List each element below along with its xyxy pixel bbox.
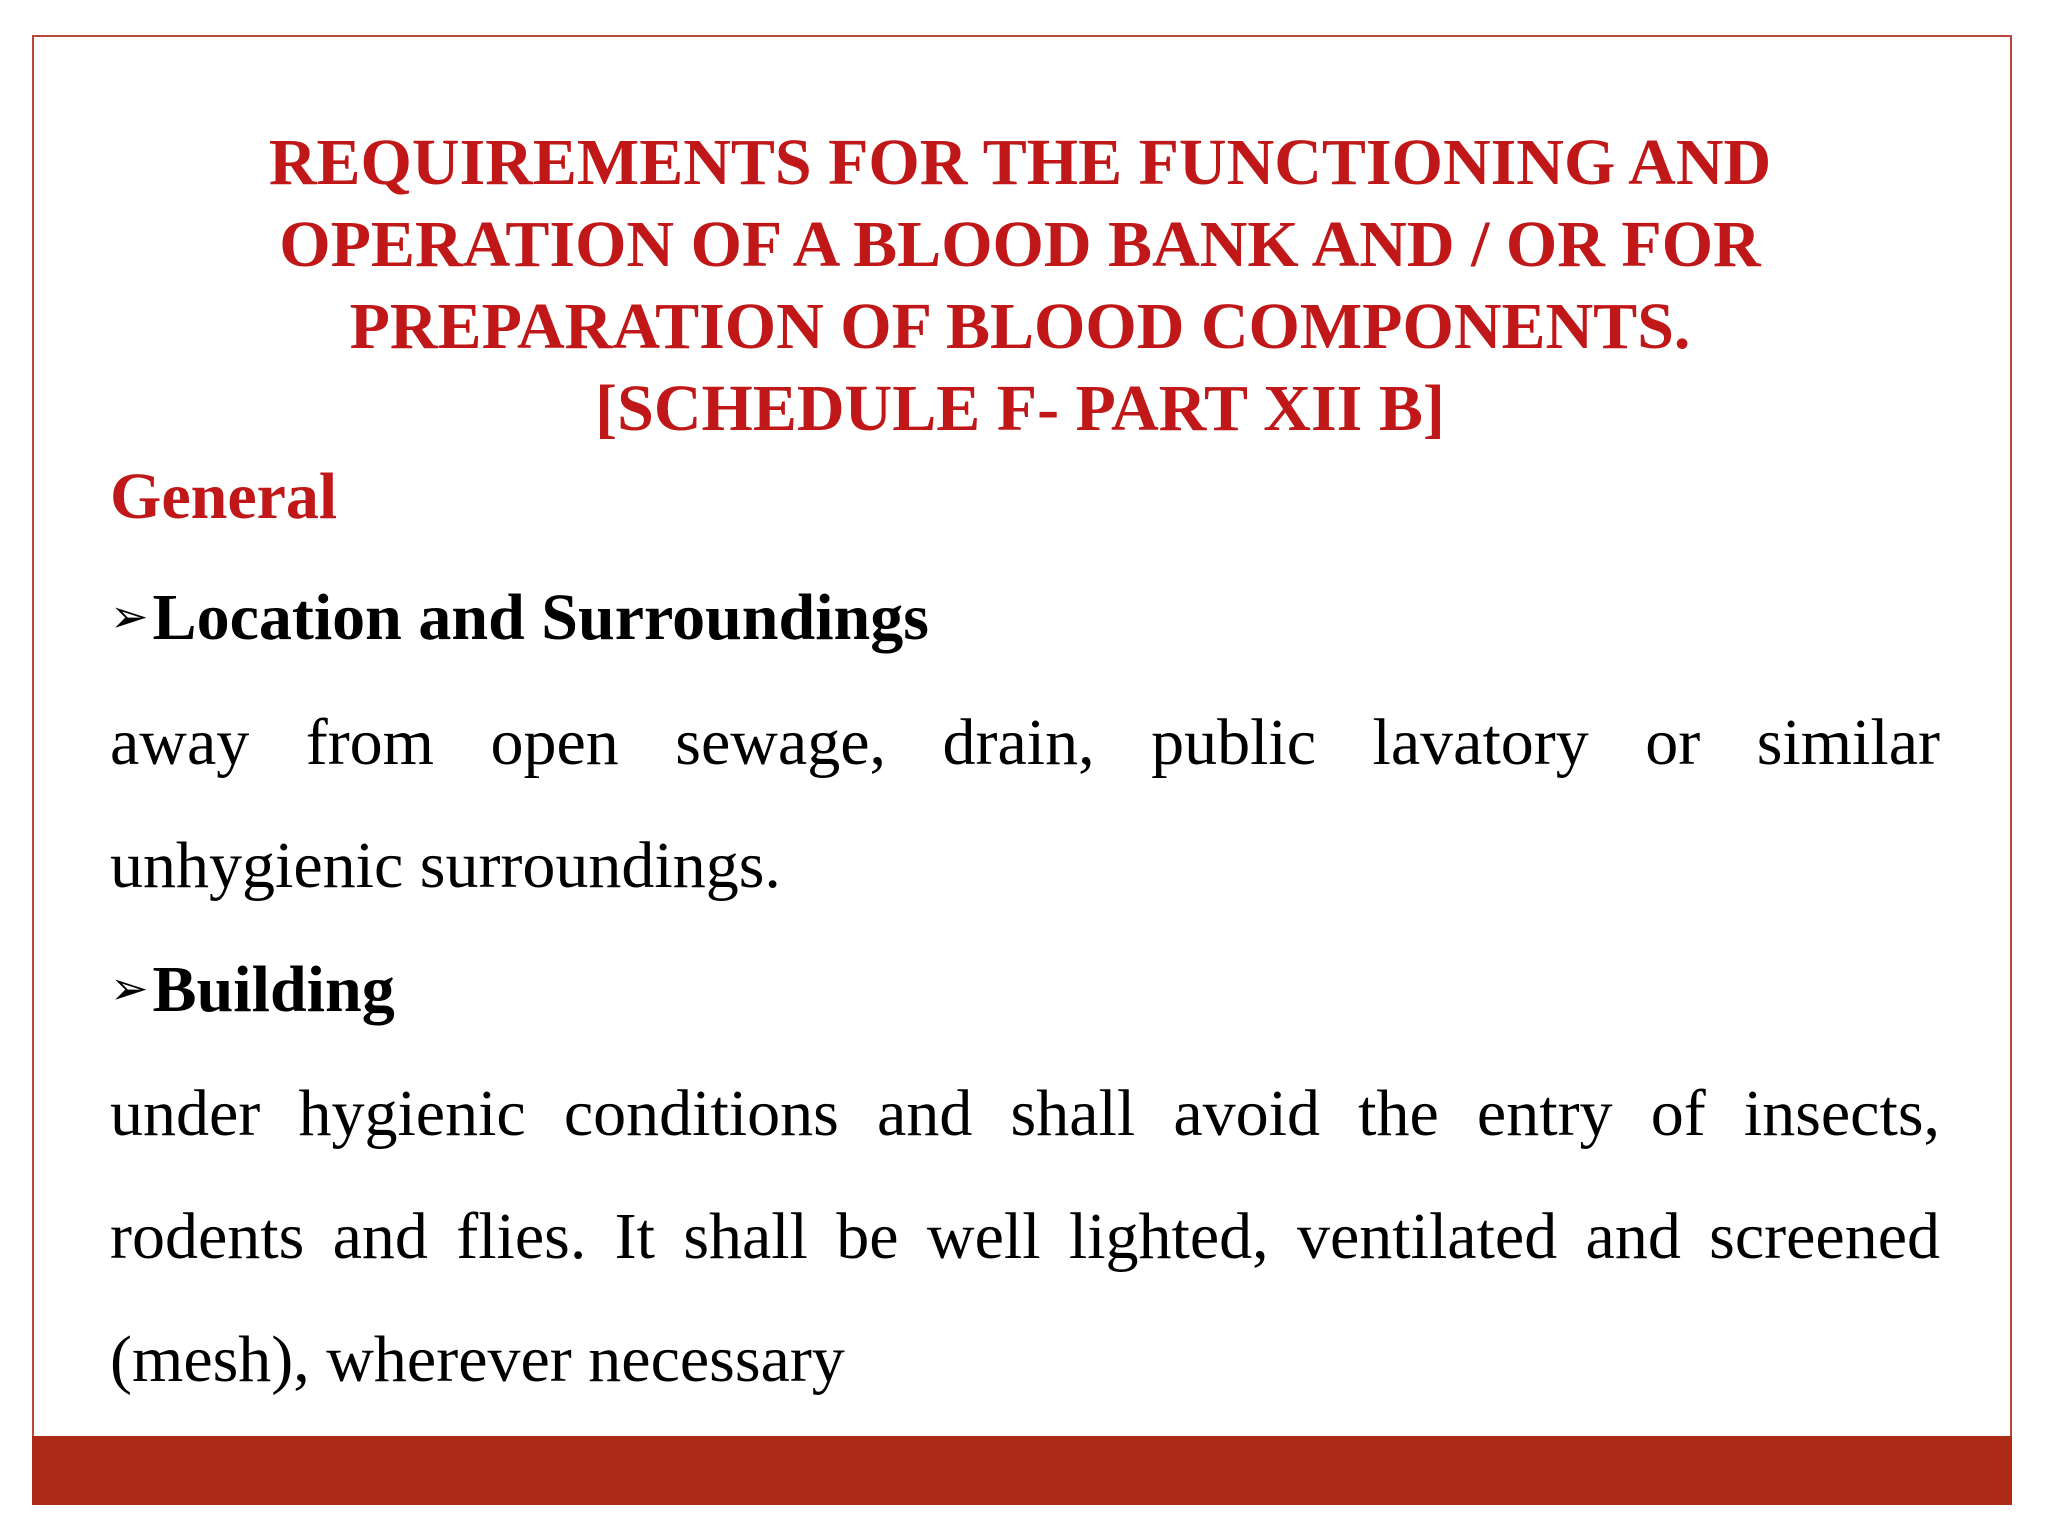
title-line: REQUIREMENTS FOR THE FUNCTIONING AND <box>268 126 1772 199</box>
title-line: OPERATION OF A BLOOD BANK AND / OR FOR <box>279 208 1761 281</box>
text-line: rodents and flies. It shall be well lighted, ventilated and screened <box>110 1200 1940 1273</box>
bullet-heading-building <box>110 950 395 1030</box>
title-line: PREPARATION OF BLOOD COMPONENTS. <box>349 290 1691 363</box>
title-line: [SCHEDULE F- PART XII B] <box>595 372 1445 445</box>
bullet-text-building <box>110 1052 1940 1421</box>
arrowhead-bullet-icon: ➢ <box>110 961 149 1015</box>
bullet-heading-location <box>110 578 929 658</box>
bullet-text-location <box>110 681 1940 927</box>
bullet-heading-label: Location and Surroundings <box>152 581 929 654</box>
text-line: unhygienic surroundings. <box>110 829 781 902</box>
slide-title <box>150 122 1890 450</box>
footer-bar <box>32 1436 2012 1505</box>
bullet-heading-label: Building <box>152 953 395 1026</box>
text-line: (mesh), wherever necessary <box>110 1323 845 1396</box>
text-line: under hygienic conditions and shall avoid the entry of insects, <box>110 1077 1940 1150</box>
text-line: away from open sewage, drain, public lavatory or similar <box>110 706 1940 779</box>
section-heading: General <box>110 460 338 533</box>
arrowhead-bullet-icon: ➢ <box>110 589 149 643</box>
